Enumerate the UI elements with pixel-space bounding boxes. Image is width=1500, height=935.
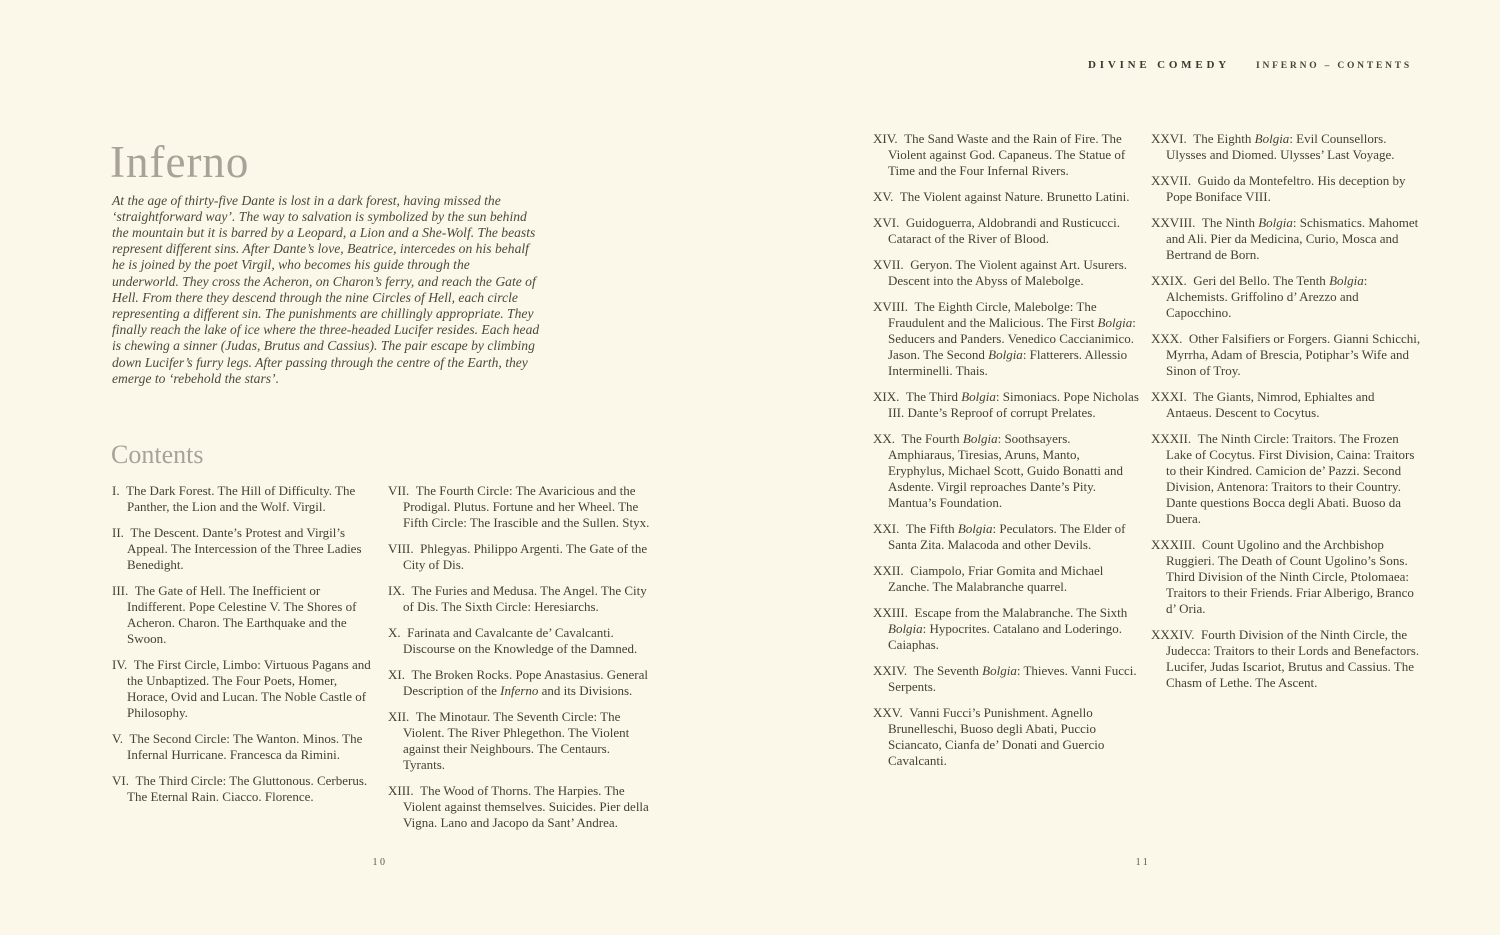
- entry-numeral: XXIV.: [873, 663, 914, 678]
- entry-numeral: XXVIII.: [1151, 215, 1202, 230]
- entry-numeral: IX.: [388, 583, 412, 598]
- contents-column-4: [1151, 131, 1421, 701]
- contents-entry: XIV. The Sand Waste and the Rain of Fire. The Violent against God. Capaneus. The Statue of Time and the Four Infernal Rivers.: [873, 131, 1126, 178]
- contents-entry: XXX. Other Falsifiers or Forgers. Gianni Schicchi, Myrrha, Adam of Brescia, Potiphar’s Wife and Sinon of Troy.: [1151, 331, 1421, 378]
- entry-numeral: V.: [112, 731, 130, 746]
- entry-numeral: XX.: [873, 431, 902, 446]
- contents-entry: XVII. Geryon. The Violent against Art. Usurers. Descent into the Abyss of Malebolge.: [873, 257, 1127, 288]
- contents-entry: XXV. Vanni Fucci’s Punishment. Agnello Brunelleschi, Buoso degli Abati, Puccio Sciancato, Cianfa de’ Donati and Guercio Cavalcanti.: [873, 705, 1105, 768]
- contents-entry: V. The Second Circle: The Wanton. Minos. The Infernal Hurricane. Francesca da Rimini.: [112, 731, 363, 762]
- contents-entry: XXXIII. Count Ugolino and the Archbishop Ruggieri. The Death of Count Ugolino’s Sons. Third Division of the Ninth Circle, Ptolomaea: Traitors to their Friends. Friar Alberigo, Branco d’ Oria.: [1151, 537, 1414, 616]
- entry-numeral: XIX.: [873, 389, 906, 404]
- contents-entry: XV. The Violent against Nature. Brunetto Latini.: [873, 189, 1130, 204]
- contents-entry: VII. The Fourth Circle: The Avaricious and the Prodigal. Plutus. Fortune and her Wheel. The Fifth Circle: The Irascible and the Sullen. Styx.: [388, 483, 650, 530]
- running-head-section-title: INFERNO – CONTENTS: [1256, 61, 1412, 71]
- contents-entry: VI. The Third Circle: The Gluttonous. Cerberus. The Eternal Rain. Ciacco. Florence.: [112, 773, 368, 804]
- entry-numeral: XXIX.: [1151, 273, 1194, 288]
- entry-numeral: XXXII.: [1151, 431, 1198, 446]
- entry-numeral: XXXIII.: [1151, 537, 1202, 552]
- chapter-title: Inferno: [110, 137, 250, 188]
- contents-column-3: [873, 131, 1139, 779]
- page-number-left: 10: [372, 857, 388, 868]
- entry-numeral: II.: [112, 525, 131, 540]
- contents-entry: XXXII. The Ninth Circle: Traitors. The Frozen Lake of Cocytus. First Division, Caina: Traitors to their Kindred. Camicion de’ Pazzi. Second Division, Antenora: Traitors to their Country. Dante questions Bocca degli Abati. Buoso da Duera.: [1151, 431, 1415, 526]
- contents-heading: Contents: [111, 439, 204, 469]
- contents-entry: XIX. The Third Bolgia: Simoniacs. Pope Nicholas III. Dante’s Reproof of corrupt Prelates.: [873, 389, 1139, 420]
- entry-numeral: XVIII.: [873, 299, 915, 314]
- entry-numeral: XXI.: [873, 521, 906, 536]
- contents-entry: XXIII. Escape from the Malabranche. The Sixth Bolgia: Hypocrites. Catalano and Loderingo. Caiaphas.: [873, 605, 1128, 652]
- entry-numeral: III.: [112, 583, 135, 598]
- contents-column-2: [388, 483, 654, 841]
- contents-entry: XXVII. Guido da Montefeltro. His deception by Pope Boniface VIII.: [1151, 173, 1406, 204]
- contents-entry: XXIV. The Seventh Bolgia: Thieves. Vanni Fucci. Serpents.: [873, 663, 1137, 694]
- contents-column-1: [112, 483, 374, 815]
- entry-numeral: XXX.: [1151, 331, 1189, 346]
- entry-numeral: X.: [388, 625, 408, 640]
- contents-entry: XXVI. The Eighth Bolgia: Evil Counsellors. Ulysses and Diomed. Ulysses’ Last Voyage.: [1151, 131, 1395, 162]
- contents-entry: XVIII. The Eighth Circle, Malebolge: The Fraudulent and the Malicious. The First Bolgia: Seducers and Panders. Venedico Caccianimico. Jason. The Second Bolgia: Flatterers. Allessio Interminelli. Thais.: [873, 299, 1136, 378]
- contents-entry: III. The Gate of Hell. The Inefficient or Indifferent. Pope Celestine V. The Shores of Acheron. Charon. The Earthquake and the Swoon.: [112, 583, 357, 646]
- running-head-book-title: DIVINE COMEDY: [1088, 59, 1230, 71]
- contents-entry: IX. The Furies and Medusa. The Angel. The City of Dis. The Sixth Circle: Heresiarchs.: [388, 583, 647, 614]
- entry-numeral: XXXI.: [1151, 389, 1194, 404]
- entry-numeral: XV.: [873, 189, 900, 204]
- entry-numeral: XXVII.: [1151, 173, 1198, 188]
- entry-numeral: I.: [112, 483, 127, 498]
- contents-entry: I. The Dark Forest. The Hill of Difficulty. The Panther, the Lion and the Wolf. Virgil.: [112, 483, 356, 514]
- contents-entry: II. The Descent. Dante’s Protest and Virgil’s Appeal. The Intercession of the Three Ladies Benedight.: [112, 525, 362, 572]
- contents-entry: XIII. The Wood of Thorns. The Harpies. The Violent against themselves. Suicides. Pier della Vigna. Lano and Jacopo da Sant’ Andrea.: [388, 783, 649, 830]
- entry-numeral: XI.: [388, 667, 412, 682]
- entry-numeral: XXII.: [873, 563, 911, 578]
- entry-numeral: XXIII.: [873, 605, 915, 620]
- entry-numeral: VI.: [112, 773, 136, 788]
- contents-entry: XI. The Broken Rocks. Pope Anastasius. General Description of the Inferno and its Divisions.: [388, 667, 648, 698]
- entry-numeral: XVI.: [873, 215, 906, 230]
- contents-entry: X. Farinata and Cavalcante de’ Cavalcanti. Discourse on the Knowledge of the Damned.: [388, 625, 638, 656]
- entry-numeral: VII.: [388, 483, 416, 498]
- chapter-intro: At the age of thirty-five Dante is lost in a dark forest, having missed the ‘straightforward way’. The way to salvation is symbolized by the sun behind the mountain but it is barred by a Leopard, a Lion and a She-Wolf. The beasts represent different sins. After Dante’s love, Beatrice, intercedes on his behalf he is joined by the poet Virgil, who becomes his guide through the underworld. They cross the Acheron, on Charon’s ferry, and reach the Gate of Hell. From there they descend through the nine Circles of Hell, each circle representing a different sin. The punishments are chillingly appropriate. They finally reach the lake of ice where the three-headed Lucifer resides. Each head is chewing a sinner (Judas, Brutus and Cassius). The pair escape by climbing down Lucifer’s furry legs. After passing through the centre of the Earth, they emerge to ‘rebehold the stars’.: [112, 192, 540, 386]
- entry-numeral: XXVI.: [1151, 131, 1194, 146]
- contents-entry: XXI. The Fifth Bolgia: Peculators. The Elder of Santa Zita. Malacoda and other Devils.: [873, 521, 1126, 552]
- page-number-right: 11: [1135, 857, 1151, 868]
- entry-numeral: XIII.: [388, 783, 421, 798]
- contents-entry: XVI. Guidoguerra, Aldobrandi and Rusticucci. Cataract of the River of Blood.: [873, 215, 1120, 246]
- contents-entry: XXIX. Geri del Bello. The Tenth Bolgia: Alchemists. Griffolino d’ Arezzo and Capocchino.: [1151, 273, 1368, 320]
- contents-entry: XXII. Ciampolo, Friar Gomita and Michael Zanche. The Malabranche quarrel.: [873, 563, 1104, 594]
- contents-entry: VIII. Phlegyas. Philippo Argenti. The Gate of the City of Dis.: [388, 541, 648, 572]
- entry-numeral: XIV.: [873, 131, 905, 146]
- contents-entry: XXXIV. Fourth Division of the Ninth Circle, the Judecca: Traitors to their Lords and Benefactors. Lucifer, Judas Iscariot, Brutus and Cassius. The Chasm of Lethe. The Ascent.: [1151, 627, 1420, 690]
- contents-entry: XII. The Minotaur. The Seventh Circle: The Violent. The River Phlegethon. The Violent against their Neighbours. The Centaurs. Tyrants.: [388, 709, 630, 772]
- entry-numeral: XXXIV.: [1151, 627, 1201, 642]
- contents-entry: XX. The Fourth Bolgia: Soothsayers. Amphiaraus, Tiresias, Aruns, Manto, Eryphylus, Michael Scott, Guido Bonatti and Asdente. Virgil reproaches Dante’s Pity. Mantua’s Foundation.: [873, 431, 1124, 510]
- entry-numeral: VIII.: [388, 541, 421, 556]
- contents-entry: IV. The First Circle, Limbo: Virtuous Pagans and the Unbaptized. The Four Poets, Homer, Horace, Ovid and Lucan. The Noble Castle of Philosophy.: [112, 657, 371, 720]
- contents-entry: XXXI. The Giants, Nimrod, Ephialtes and Antaeus. Descent to Cocytus.: [1151, 389, 1375, 420]
- entry-numeral: XVII.: [873, 257, 911, 272]
- entry-numeral: IV.: [112, 657, 134, 672]
- contents-entry: XXVIII. The Ninth Bolgia: Schismatics. Mahomet and Ali. Pier da Medicina, Curio, Mosca and Bertrand de Born.: [1151, 215, 1419, 262]
- entry-numeral: XII.: [388, 709, 416, 724]
- entry-numeral: XXV.: [873, 705, 910, 720]
